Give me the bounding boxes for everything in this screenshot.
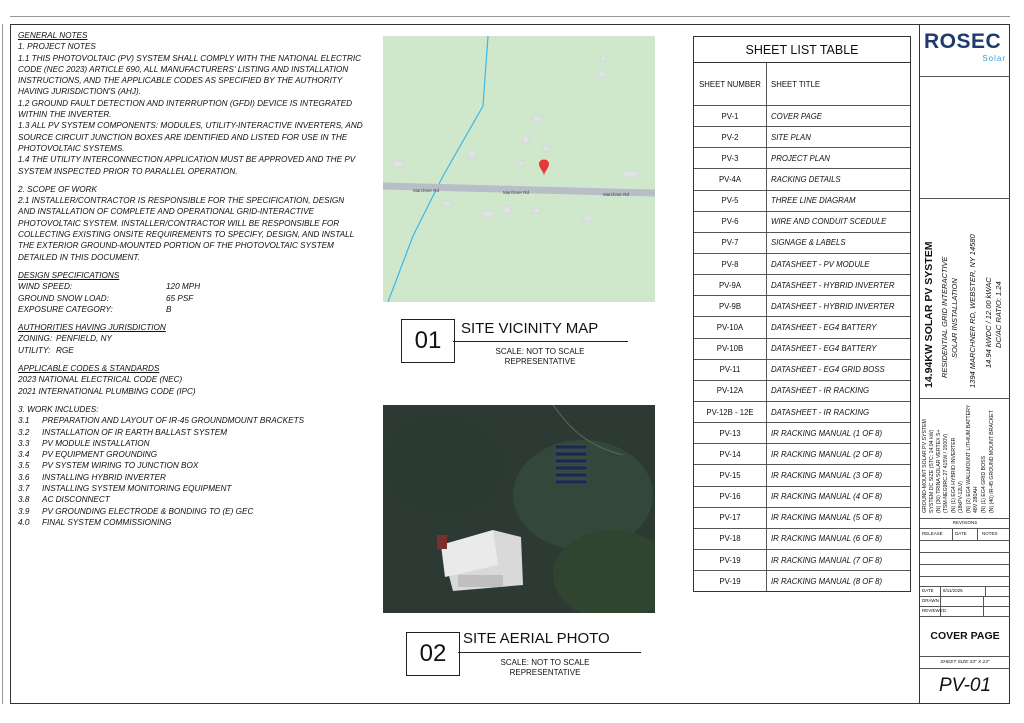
scope-title: 2. SCOPE OF WORK bbox=[18, 184, 98, 194]
date-value: 8/11/2025 bbox=[941, 586, 986, 596]
sheet-title-cell: IR RACKING MANUAL (2 OF 8) bbox=[771, 449, 883, 459]
equipment-line: (N) (40) IR-45 GROUND MOUNT BRACKET bbox=[989, 410, 995, 513]
sheet-title-cell: DATASHEET - IR RACKING bbox=[771, 386, 870, 396]
sheet-number-cell: PV-12A bbox=[694, 381, 767, 401]
col-sheet-number: SHEET NUMBER bbox=[694, 63, 767, 105]
sheet-number-cell: PV-10A bbox=[694, 317, 767, 337]
sheet-list-row bbox=[694, 254, 910, 275]
col-sheet-title: SHEET TITLE bbox=[771, 79, 821, 89]
logo-cell bbox=[920, 24, 1010, 77]
codes-title: APPLICABLE CODES & STANDARDS bbox=[18, 364, 160, 374]
equipment-line: (N) (36) TRINA SOLAR VERTEX S+ bbox=[936, 429, 942, 513]
sheet-number-cell: PV-11 bbox=[694, 360, 767, 380]
design-spec-row: GROUND SNOW LOAD: 65 PSF bbox=[18, 293, 194, 303]
work-item: 3.1 PREPARATION AND LAYOUT OF IR-45 GROUNDMOUNT BRACKETS bbox=[18, 416, 305, 426]
sheet-number-cell: PV-1 bbox=[694, 106, 767, 126]
project-note: 1.2 GROUND FAULT DETECTION AND INTERRUPTION (GFDI) DEVICE IS INTEGRATED WITHIN THE INVERTER. bbox=[18, 98, 353, 120]
sheet-title-cell: COVER PAGE bbox=[771, 111, 822, 121]
vicinity-number: 01 bbox=[401, 319, 455, 363]
equipment-line: 48V 280AH bbox=[973, 486, 979, 513]
sheet-list-row bbox=[694, 148, 910, 169]
vicinity-rep-text: REPRESENTATIVE bbox=[504, 357, 576, 366]
sheet-title-cell: DATASHEET - HYBRID INVERTER bbox=[771, 280, 895, 290]
aerial-title: SITE AERIAL PHOTO bbox=[463, 630, 610, 647]
sheet-list-row bbox=[694, 296, 910, 317]
sheet-number-cell: PV-7 bbox=[694, 233, 767, 253]
sheet-title-cell: WIRE AND CONDUIT SCEDULE bbox=[771, 217, 887, 227]
equipment-line: GROUND-MOUNT SOLAR PV SYSTEM bbox=[922, 419, 928, 513]
building-footprints bbox=[393, 56, 637, 221]
sheet-title-cell: DATASHEET - HYBRID INVERTER bbox=[771, 301, 895, 311]
sheet-title-cell: DATASHEET - EG4 BATTERY bbox=[771, 344, 877, 354]
project-notes-title: 1. PROJECT NOTES bbox=[18, 42, 96, 52]
sheet-number: PV-01 bbox=[938, 675, 992, 696]
sheet-list-header-row bbox=[694, 63, 910, 106]
sheet-number-cell: PV-8 bbox=[694, 254, 767, 274]
title-block bbox=[919, 24, 1010, 704]
sheet-title-cell: THREE LINE DIAGRAM bbox=[771, 196, 856, 206]
sheet-number-cell: PV-6 bbox=[694, 212, 767, 232]
sheet-title-cell: PROJECT PLAN bbox=[771, 153, 830, 163]
project-info-cell bbox=[920, 198, 1010, 399]
sheet-list-row bbox=[694, 169, 910, 190]
vicinity-title-line bbox=[453, 341, 628, 342]
sheet-title-cell: SITE PLAN bbox=[771, 132, 811, 142]
sheet-list-row bbox=[694, 465, 910, 486]
work-title: 3. WORK INCLUDES: bbox=[18, 404, 99, 414]
code-item: 2023 NATIONAL ELECTRICAL CODE (NEC) bbox=[18, 375, 183, 385]
work-item: 3.2 INSTALLATION OF IR EARTH BALLAST SYSTEM bbox=[18, 427, 228, 437]
sheet-list-row bbox=[694, 275, 910, 296]
sheet-list-row bbox=[694, 571, 910, 591]
sheet-number-cell: PV-18 bbox=[694, 529, 767, 549]
rev-col-release: RELEASE bbox=[920, 528, 953, 540]
aerial-photo bbox=[383, 405, 655, 613]
rev-col-date: DATE bbox=[953, 528, 978, 540]
project-address: 1394 MARCHNER RD, WEBSTER, NY 14580 bbox=[968, 234, 977, 388]
sheet-number-cell: PV-14 bbox=[694, 444, 767, 464]
sheet-title-cell: DATASHEET - EG4 GRID BOSS bbox=[771, 365, 885, 375]
code-item: 2021 INTERNATIONAL PLUMBING CODE (IPC) bbox=[18, 386, 196, 396]
aerial-photo-graphic bbox=[383, 405, 655, 613]
sheet-list-row bbox=[694, 339, 910, 360]
design-specs-title: DESIGN SPECIFICATIONS bbox=[18, 270, 120, 280]
sheet-number-cell: PV-10B bbox=[694, 339, 767, 359]
aerial-rep-text: REPRESENTATIVE bbox=[509, 668, 581, 677]
aerial-number: 02 bbox=[406, 632, 460, 676]
equipment-line: (18kPV-12LV) bbox=[958, 481, 964, 513]
project-note: 1.1 THIS PHOTOVOLTAIC (PV) SYSTEM SHALL COMPLY WITH THE NATIONAL ELECTRIC CODE (NEC 2023) ARTICLE 690, ALL MANUFACTURERS' LISTING AND INSTALLATION INSTRUCTIONS, AND THE APPLICABLE CODES AS SPECIFIED BY THE AUTHORITY HAVING JURISDICTION'S (AHJ). bbox=[18, 53, 362, 97]
location-pin-icon bbox=[539, 160, 549, 177]
vicinity-scale bbox=[455, 347, 625, 367]
vicinity-scale-text: SCALE: NOT TO SCALE bbox=[495, 347, 585, 356]
sheet-list-row bbox=[694, 402, 910, 423]
sheet-title-cell: IR RACKING MANUAL (8 OF 8) bbox=[771, 576, 883, 586]
sheet-number-cell: PV-16 bbox=[694, 487, 767, 507]
sheet-title-cell: IR RACKING MANUAL (4 OF 8) bbox=[771, 492, 883, 502]
work-item: 3.3 PV MODULE INSTALLATION bbox=[18, 438, 150, 448]
work-item: 3.5 PV SYSTEM WIRING TO JUNCTION BOX bbox=[18, 461, 199, 471]
sheet-name: COVER PAGE bbox=[920, 616, 1010, 657]
scope-text: 2.1 INSTALLER/CONTRACTOR IS RESPONSIBLE FOR THE SPECIFICATION, DESIGN AND INSTALLATION OF COMPLETE AND OPERATIONAL GRID-INTERACTIVE PHOTOVOLTAIC SYSTEM. INSTALLER/CONTRACTOR WILL BE RESPONSIBLE FOR COLLECTING EXISTING ONSITE REQUIREMENTS TO SPECIFY, DESIGN, AND INSTALL THE EXTERIOR GROUND-MOUNTED PORTION OF THE PHOTOVOLTAIC SYSTEM DETAILED IN THIS DOCUMENT. bbox=[18, 196, 355, 262]
sheet-number-cell: PV-9B bbox=[694, 296, 767, 316]
stream-line bbox=[388, 36, 488, 302]
aerial-title-line bbox=[458, 652, 641, 653]
design-spec-row: WIND SPEED: 120 MPH bbox=[18, 282, 201, 292]
sheet-list-row bbox=[694, 508, 910, 529]
sheet-list-table bbox=[693, 36, 911, 592]
sheet-list-row bbox=[694, 444, 910, 465]
equipment-line: (N) (1) EG4 HYBRID INVERTER bbox=[951, 437, 957, 513]
sheet-number-cell: PV-13 bbox=[694, 423, 767, 443]
sheet-list-row bbox=[694, 106, 910, 127]
drawn-label: DRAWN bbox=[920, 596, 941, 606]
sheet-title-cell: IR RACKING MANUAL (6 OF 8) bbox=[771, 534, 883, 544]
ahj-row: ZONING: PENFIELD, NY bbox=[18, 334, 112, 344]
sheet-number-cell: PV-12B - 12E bbox=[694, 402, 767, 422]
sheet-list-title: SHEET LIST TABLE bbox=[694, 37, 910, 63]
work-item: 3.8 AC DISCONNECT bbox=[18, 495, 110, 505]
equipment-cell bbox=[920, 398, 1010, 519]
vicinity-map-graphic bbox=[383, 36, 655, 302]
system-rating: 14.94 kWDC / 12.00 kWAC bbox=[984, 277, 993, 368]
sheet-list-row bbox=[694, 360, 910, 381]
blank-cell bbox=[920, 76, 1010, 199]
work-item: 3.6 INSTALLING HYBRID INVERTER bbox=[18, 472, 166, 482]
sheet-list-row bbox=[694, 233, 910, 254]
project-note: 1.3 ALL PV SYSTEM COMPONENTS: MODULES, UTILITY-INTERACTIVE INVERTERS, AND SOURCE CIRCUIT JUNCTION BOXES ARE IDENTIFIED AND LISTED FOR USE IN THE PHOTOVOLTAIC SYSTEMS. bbox=[18, 121, 363, 153]
sheet-list-row bbox=[694, 381, 910, 402]
equipment-line: (TSM-NEG9RC.27 415W / 1500V) bbox=[943, 433, 949, 513]
sheet-number-cell: PV-4A bbox=[694, 169, 767, 189]
sheet-title-cell: IR RACKING MANUAL (5 OF 8) bbox=[771, 513, 883, 523]
sheet-list-row bbox=[694, 487, 910, 508]
sheet-number-cell: PV-2 bbox=[694, 127, 767, 147]
sheet-number-cell: PV-17 bbox=[694, 508, 767, 528]
aerial-scale bbox=[460, 658, 630, 678]
sheet-list-row bbox=[694, 127, 910, 148]
work-item: 3.9 PV GROUNDING ELECTRODE & BONDING TO (E) GEC bbox=[18, 506, 254, 516]
sheet-number-cell: PV-5 bbox=[694, 191, 767, 211]
sheet-title-cell: IR RACKING MANUAL (1 OF 8) bbox=[771, 428, 883, 438]
sheet-number-cell: PV-19 bbox=[694, 550, 767, 570]
sheet-list-row bbox=[694, 191, 910, 212]
vicinity-map bbox=[383, 36, 655, 302]
work-item: 4.0 FINAL SYSTEM COMMISSIONING bbox=[18, 517, 172, 527]
company-logo-sub: Solar bbox=[982, 54, 1006, 63]
sheet-list-row bbox=[694, 317, 910, 338]
sheet-number-cell: PV-15 bbox=[694, 465, 767, 485]
sheet-title-cell: IR RACKING MANUAL (7 OF 8) bbox=[771, 555, 883, 565]
sheet-size: SHEET SIZE 33" X 23" bbox=[920, 656, 1010, 669]
sheet-list-row bbox=[694, 529, 910, 550]
sheet-title-cell: DATASHEET - PV MODULE bbox=[771, 259, 870, 269]
sheet-title-cell: SIGNAGE & LABELS bbox=[771, 238, 846, 248]
vicinity-title: SITE VICINITY MAP bbox=[461, 320, 599, 337]
system-title: 14.94KW SOLAR PV SYSTEM bbox=[923, 241, 935, 388]
sheet-list-row bbox=[694, 550, 910, 571]
design-spec-row: EXPOSURE CATEGORY: B bbox=[18, 304, 172, 314]
ahj-row: UTILITY: RGE bbox=[18, 345, 74, 355]
aerial-scale-text: SCALE: NOT TO SCALE bbox=[500, 658, 590, 667]
sheet-number-cell: PV-3 bbox=[694, 148, 767, 168]
sheet-list-row bbox=[694, 212, 910, 233]
work-item: 3.4 PV EQUIPMENT GROUNDING bbox=[18, 450, 158, 460]
road-label: Marchner Rd bbox=[503, 190, 530, 195]
equipment-line: SYSTEM DC SIZE (STC: 14.94 kW) bbox=[929, 429, 935, 513]
work-item: 3.7 INSTALLING SYSTEM MONITORING EQUIPMENT bbox=[18, 483, 232, 493]
sheet-title-cell: DATASHEET - IR RACKING bbox=[771, 407, 870, 417]
company-logo: ROSEC bbox=[924, 30, 1002, 53]
sheet-title-cell: IR RACKING MANUAL (3 OF 8) bbox=[771, 470, 883, 480]
revisions-header: REVISIONS bbox=[920, 518, 1010, 529]
sheet-title-cell: DATASHEET - EG4 BATTERY bbox=[771, 322, 877, 332]
equipment-line: (N) (1) EG4 GRID BOSS bbox=[981, 455, 987, 513]
system-sub1: RESIDENTIAL GRID INTERACTIVE bbox=[940, 256, 949, 378]
sheet-number-cell: PV-9A bbox=[694, 275, 767, 295]
general-notes bbox=[18, 30, 363, 528]
equipment-line: (N) (2) EG4 WALLMOUNT LITHIUM BATTERY bbox=[966, 404, 972, 513]
system-sub2: SOLAR INSTALLATION bbox=[950, 278, 959, 358]
ahj-title: AUTHORITIES HAVING JURISDICTION bbox=[18, 323, 166, 333]
sheet-list-row bbox=[694, 423, 910, 444]
sheet-number-cell: PV-19 bbox=[694, 571, 767, 591]
date-label: DATE bbox=[920, 586, 941, 596]
road-label: Marchner Rd bbox=[603, 192, 630, 197]
rev-col-notes: NOTES bbox=[982, 531, 998, 536]
project-note: 1.4 THE UTILITY INTERCONNECTION APPLICATION MUST BE APPROVED AND THE PV SYSTEM INSPECTED PRIOR TO PARALLEL OPERATION. bbox=[18, 155, 356, 176]
reviewed-label: REVIEWED bbox=[920, 606, 941, 616]
dc-ac-ratio: DC/AC RATIO: 1.24 bbox=[994, 281, 1003, 348]
sheet-title-cell: RACKING DETAILS bbox=[771, 174, 841, 184]
road-label: Marchner Rd bbox=[413, 188, 440, 193]
general-notes-heading: GENERAL NOTES bbox=[18, 31, 88, 40]
